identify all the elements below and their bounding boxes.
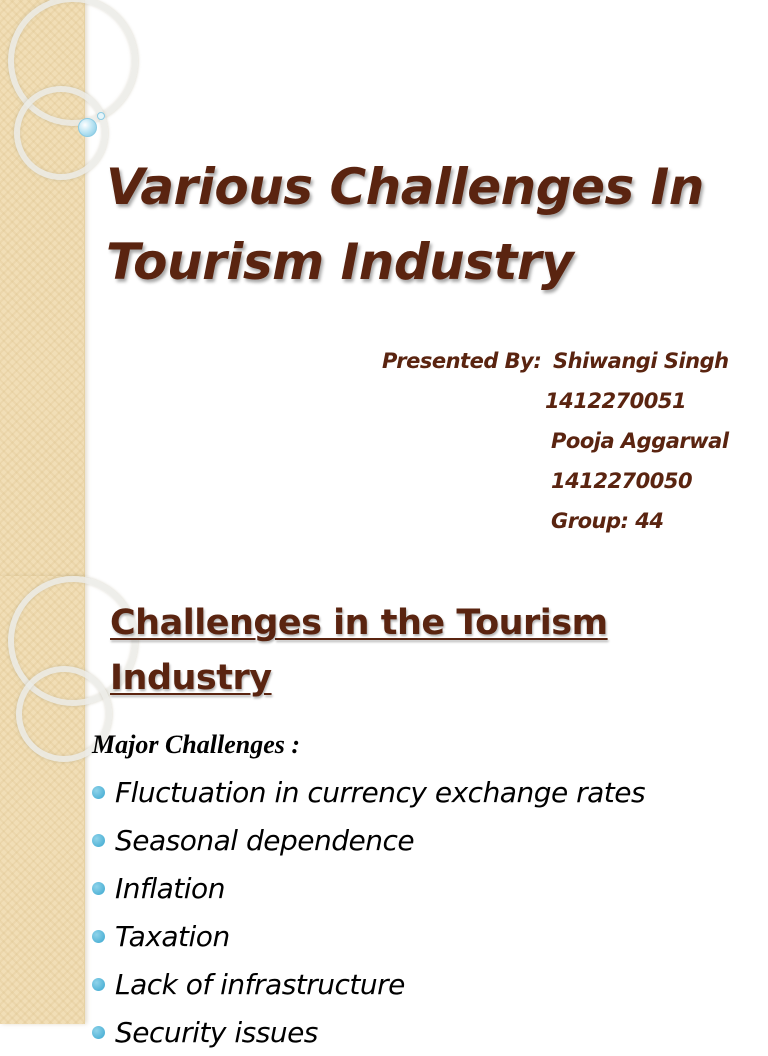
slide-heading: Challenges in the Tourism Industry (110, 603, 608, 698)
presenter-name-1: Shiwangi Singh (553, 349, 729, 373)
presenter-label: Presented By: (382, 349, 542, 373)
list-item-text: Taxation (115, 919, 230, 953)
bullet-icon (92, 882, 105, 895)
bullet-icon (92, 930, 105, 943)
list-item-text: Security issues (115, 1015, 318, 1049)
bullet-icon (92, 978, 105, 991)
group-label: Group: 44 (551, 509, 664, 533)
list-item (92, 1008, 645, 1056)
list-item (92, 912, 645, 960)
presenter-id-2: 1412270050 (551, 469, 693, 493)
content-slide (0, 576, 768, 1049)
bullet-icon (92, 786, 105, 799)
major-challenges-label: Major Challenges : (92, 730, 301, 759)
list-item-text: Lack of infrastructure (115, 967, 405, 1001)
challenges-list (92, 768, 645, 1056)
list-item (92, 816, 645, 864)
list-item-text: Seasonal dependence (115, 823, 415, 857)
bullet-icon (92, 1026, 105, 1039)
list-item-text: Inflation (115, 871, 225, 905)
presenter-name-2: Pooja Aggarwal (551, 429, 729, 453)
list-item (92, 864, 645, 912)
list-item (92, 768, 645, 816)
list-item (92, 960, 645, 1008)
bullet-icon (92, 834, 105, 847)
presenter-id-1: 1412270051 (545, 389, 687, 413)
slide-title: Various Challenges In Tourism Industry (106, 158, 704, 291)
decorative-bubble-small (97, 112, 105, 120)
decorative-bubble (78, 118, 97, 137)
list-item-text: Fluctuation in currency exchange rates (115, 775, 646, 809)
